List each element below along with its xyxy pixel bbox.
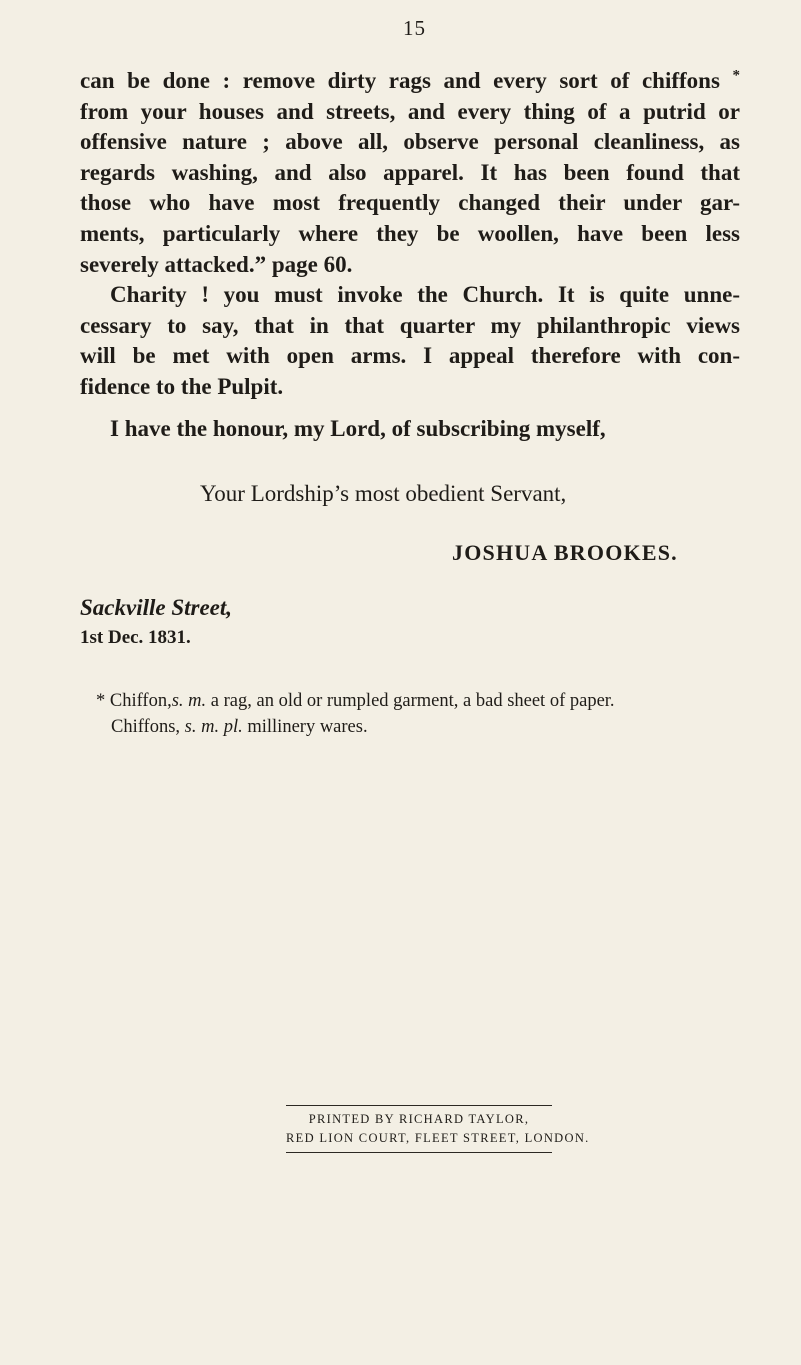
paragraph-line: those who have most frequently changed their under gar- <box>80 190 740 216</box>
salutation: Your Lordship’s most obedient Servant, <box>200 481 567 506</box>
date-line: 1st Dec. 1831. <box>80 627 191 648</box>
place-line: Sackville Street, <box>80 595 233 620</box>
footnote-line: Chiffons, s. m. pl. millinery wares. <box>111 717 368 737</box>
footnote-reference-mark: * <box>732 67 741 84</box>
footnote-marker: * <box>96 691 106 711</box>
paragraph-line: cessary to say, that in that quarter my philanthropic views <box>80 312 740 338</box>
page-number: 15 <box>403 16 426 40</box>
paragraph-line: Charity ! you must invoke the Church. It is quite unne- <box>110 282 740 308</box>
footnote-line: * Chiffon,s. m. a rag, an old or rumpled garment, a bad sheet of paper. <box>96 691 615 711</box>
paragraph-line: will be met with open arms. I appeal therefore with con- <box>80 343 740 369</box>
paragraph-line: regards washing, and also apparel. It has been found that <box>80 159 740 185</box>
imprint-rule-bottom <box>286 1152 552 1153</box>
paragraph-line: ments, particularly where they be woollen, have been less <box>80 220 740 246</box>
imprint-line: PRINTED BY RICHARD TAYLOR, <box>308 1112 530 1126</box>
imprint-line: RED LION COURT, FLEET STREET, LONDON. <box>286 1131 590 1145</box>
paragraph-line: can be done : remove dirty rags and every sort of chiffons * <box>80 67 741 93</box>
printer-imprint <box>286 1105 590 1153</box>
closing-line: I have the honour, my Lord, of subscribing myself, <box>110 416 606 441</box>
paragraph-line: offensive nature ; above all, observe personal cleanliness, as <box>80 129 740 155</box>
footnote <box>96 688 615 740</box>
signature: JOSHUA BROOKES. <box>452 540 678 565</box>
letter-body <box>80 66 740 403</box>
paragraph-line: fidence to the Pulpit. <box>80 373 284 399</box>
paragraph-line: from your houses and streets, and every thing of a putrid or <box>80 98 740 124</box>
imprint-rule-top <box>286 1105 552 1106</box>
paragraph-line: severely attacked.” page 60. <box>80 251 353 277</box>
